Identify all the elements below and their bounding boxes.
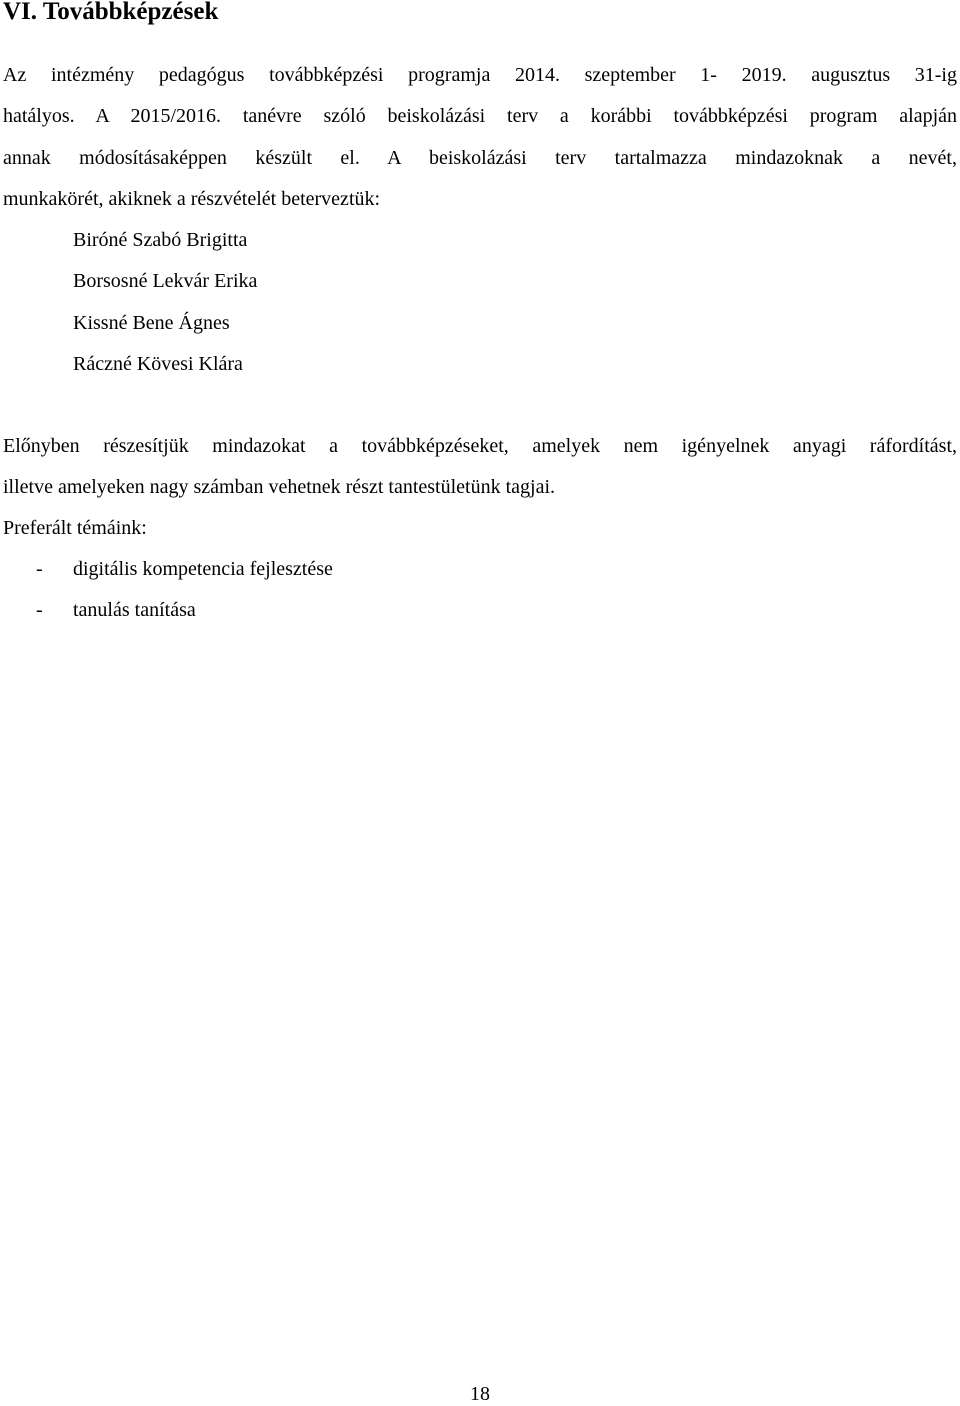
intro-line-1: Az intézmény pedagógus továbbképzési programja 2014. szeptember 1- 2019. augusztus 31-ig <box>3 64 957 86</box>
intro-paragraph <box>3 55 957 220</box>
section-heading: VI. Továbbképzések <box>3 0 219 25</box>
topic-text: digitális kompetencia fejlesztése <box>73 558 333 580</box>
preferred-topics-label: Preferált témáink: <box>3 517 147 539</box>
participant-list <box>73 220 257 385</box>
page-number: 18 <box>470 1383 490 1405</box>
preference-line-1: Előnyben részesítjük mindazokat a továbbképzéseket, amelyek nem igényelnek anyagi ráfordítást, <box>3 435 957 457</box>
intro-line-3: annak módosításaképpen készült el. A beiskolázási terv tartalmazza mindazoknak a nevét, <box>3 146 957 169</box>
bullet-dash: - <box>36 558 43 580</box>
topic-text: tanulás tanítása <box>73 599 196 622</box>
topic-list <box>36 549 333 632</box>
topic-item <box>36 590 333 631</box>
intro-line-2: hatályos. A 2015/2016. tanévre szóló beiskolázási terv a korábbi továbbképzési program alapján <box>3 105 957 128</box>
participant-name: Ráczné Kövesi Klára <box>73 352 243 375</box>
bullet-dash: - <box>36 599 43 622</box>
participant-name: Biróné Szabó Brigitta <box>73 229 248 251</box>
topic-item <box>36 549 333 590</box>
preference-paragraph <box>3 426 957 509</box>
participant-name: Borsosné Lekvár Erika <box>73 270 258 293</box>
intro-line-4: munkakörét, akiknek a részvételét beterveztük: <box>3 187 381 210</box>
participant-name: Kissné Bene Ágnes <box>73 311 230 334</box>
preference-line-2: illetve amelyeken nagy számban vehetnek részt tantestületünk tagjai. <box>3 476 556 499</box>
